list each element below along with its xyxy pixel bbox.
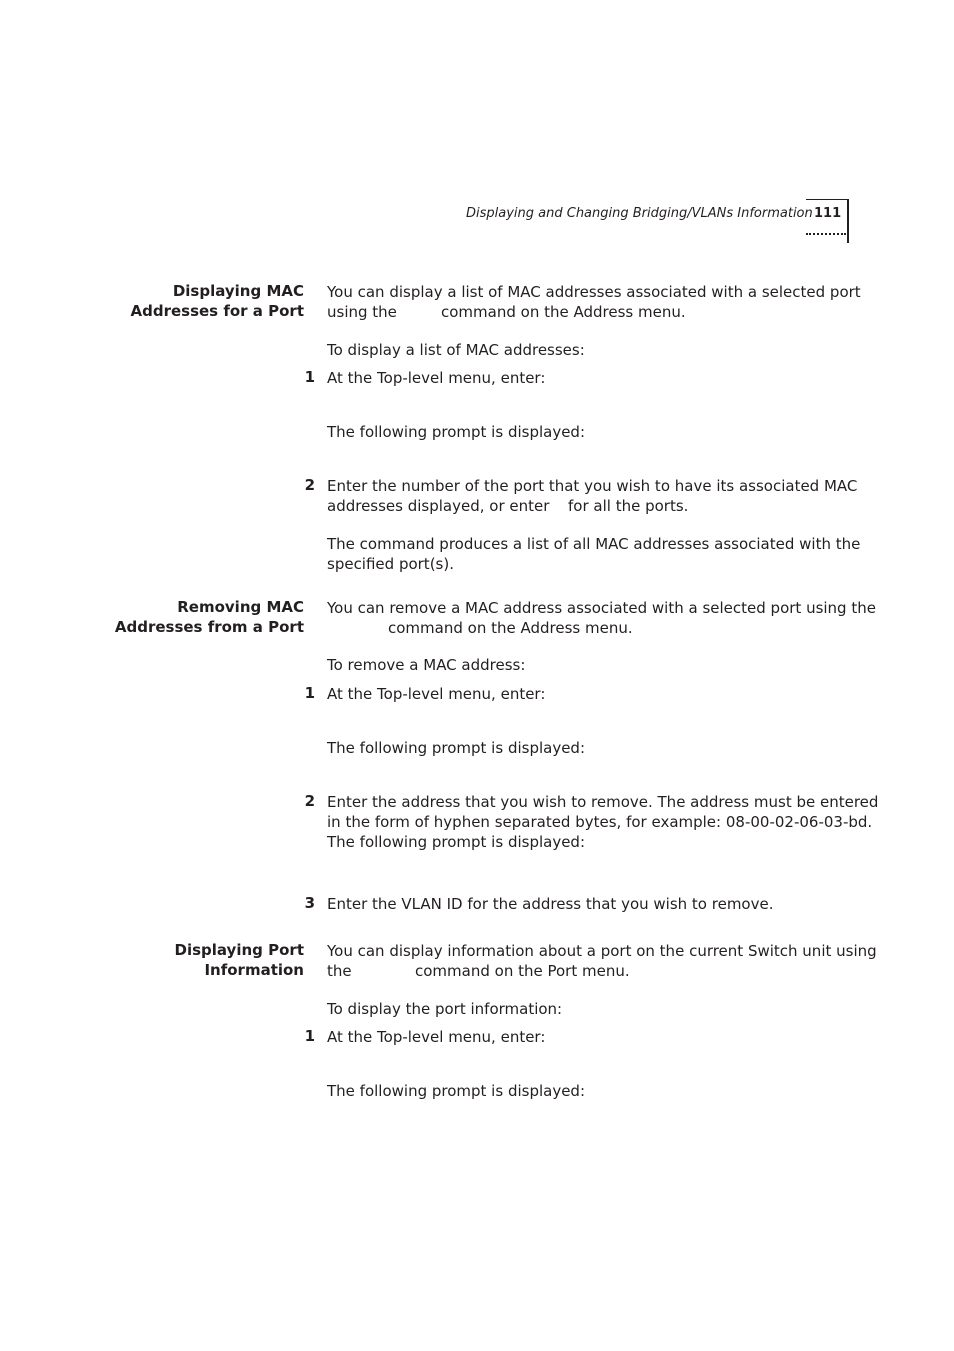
header-rule-top [806,199,849,200]
step-number: 2 [304,792,315,810]
step-text: Enter the number of the port that you wish to have its associated MAC [327,477,858,495]
header-dotted-rule [806,233,846,235]
section-heading-display-mac-line2: Addresses for a Port [130,302,304,320]
step-text: At the Top-level menu, enter: [327,369,546,387]
section-heading-remove-mac-line1: Removing MAC [177,598,304,616]
prompt-text: The following prompt is displayed: [327,423,586,441]
lead-text: To display a list of MAC addresses: [327,341,585,359]
prompt-text: The following prompt is displayed: [327,1082,586,1100]
intro-text: You can display a list of MAC addresses associated with a selected port [327,283,861,301]
section-heading-remove-mac-line2: Addresses from a Port [114,618,304,636]
step-text: Enter the VLAN ID for the address that you wish to remove. [327,895,774,913]
intro-text: command on the Address menu. [388,619,633,637]
section-heading-display-mac-line1: Displaying MAC [172,282,304,300]
running-header: Displaying and Changing Bridging/VLANs Information [466,206,813,221]
intro-text: You can remove a MAC address associated with a selected port using the [327,599,876,617]
prompt-text: The following prompt is displayed: [327,739,586,757]
result-text: specified port(s). [327,555,454,573]
section-heading-display-port-line1: Displaying Port [174,941,304,959]
page-number: 111 [814,206,842,221]
step-text: Enter the address that you wish to remove. The address must be entered [327,793,879,811]
step-number: 1 [304,368,315,386]
lead-text: To display the port information: [327,1000,563,1018]
header-rule-vertical [847,199,849,243]
intro-text: command on the Address menu. [441,303,686,321]
step-text: addresses displayed, or enter [327,497,550,515]
intro-text: command on the Port menu. [415,962,630,980]
step-text: in the form of hyphen separated bytes, for example: 08-00-02-06-03-bd. [327,813,873,831]
lead-text: To remove a MAC address: [327,656,526,674]
intro-text: You can display information about a port on the current Switch unit using [327,942,877,960]
intro-text: using the [327,303,397,321]
step-text: for all the ports. [568,497,689,515]
step-number: 1 [304,684,315,702]
step-text: At the Top-level menu, enter: [327,1028,546,1046]
step-text: At the Top-level menu, enter: [327,685,546,703]
section-heading-display-port-line2: Information [204,961,304,979]
prompt-text: The following prompt is displayed: [327,833,586,851]
result-text: The command produces a list of all MAC addresses associated with the [327,535,861,553]
intro-text: the [327,962,352,980]
step-number: 3 [304,894,315,912]
step-number: 2 [304,476,315,494]
step-number: 1 [304,1027,315,1045]
